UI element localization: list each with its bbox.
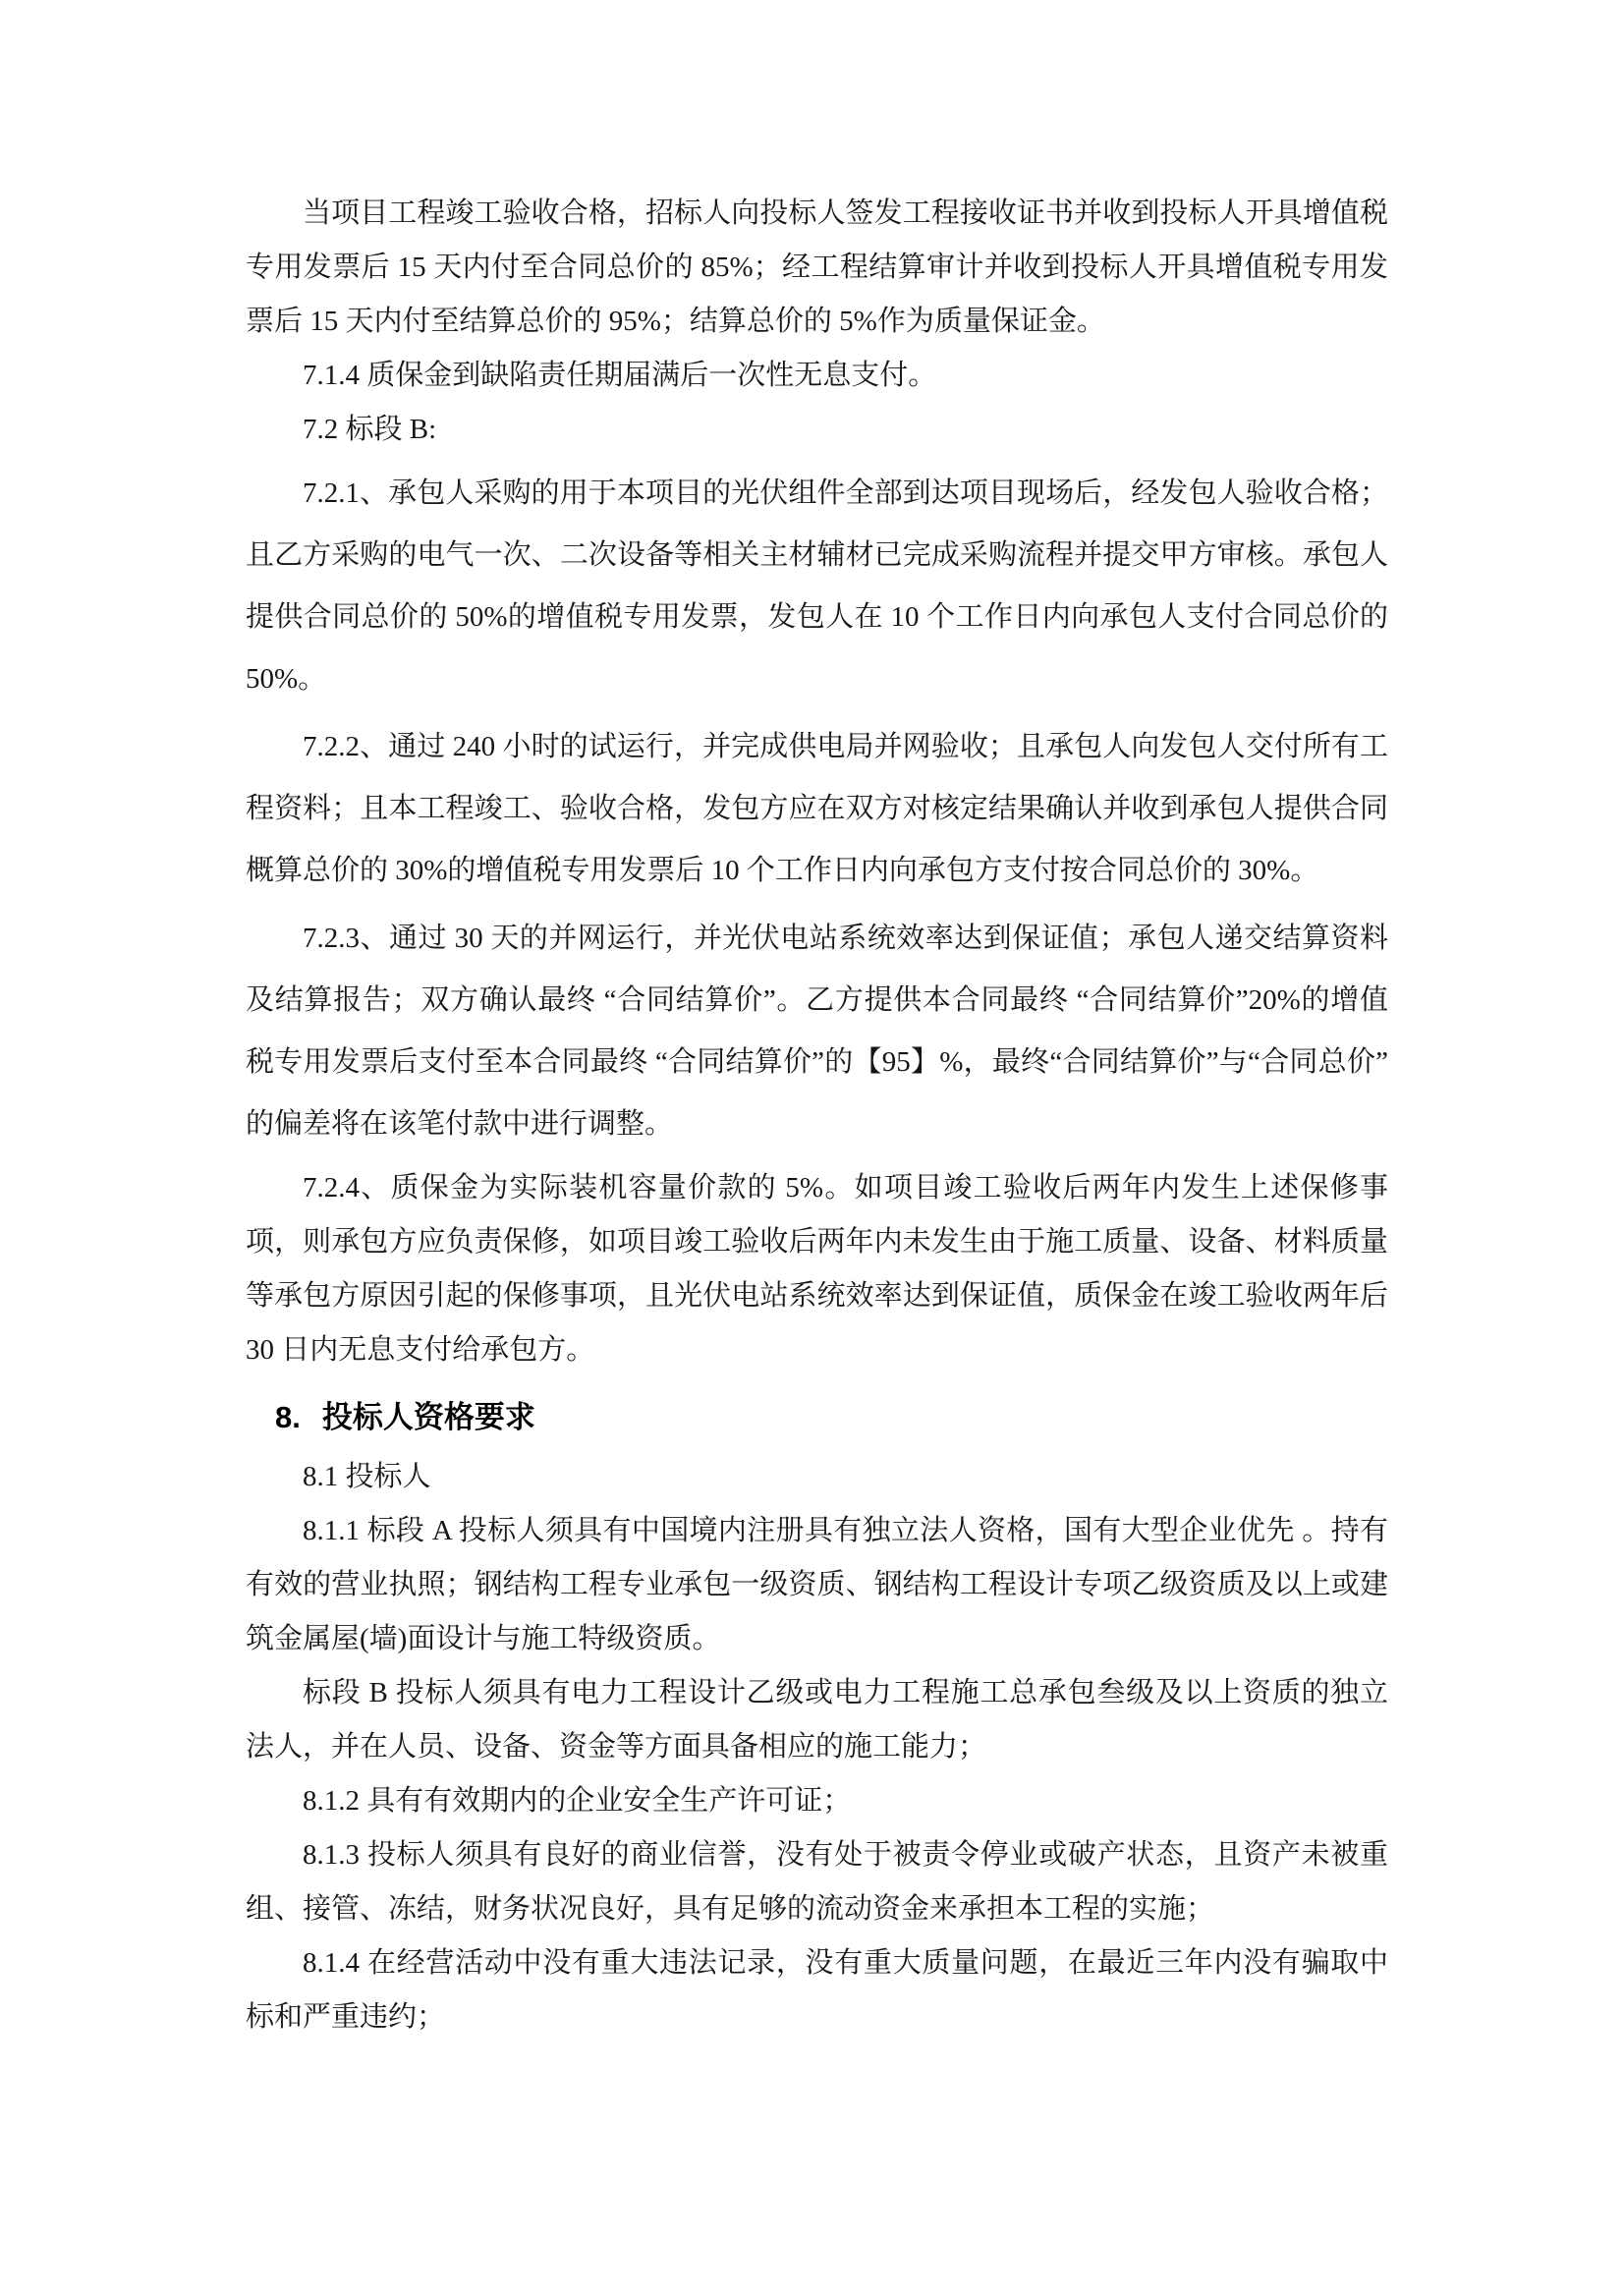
- paragraph-7-2-1: 7.2.1、承包人采购的用于本项目的光伏组件全部到达项目现场后，经发包人验收合格；且乙方采购的电气一次、二次设备等相关主材辅材已完成采购流程并提交甲方审核。承包人提供合同总价的 50%的增值税专用发票，发包人在 10 个工作日内向承包人支付合同总价的 50%。: [246, 477, 1388, 695]
- paragraph-8-1-2: 8.1.2 具有有效期内的企业安全生产许可证；: [303, 1785, 852, 1817]
- section-heading-8: [246, 1387, 1388, 1448]
- paragraph-8-1: 8.1 投标人: [303, 1461, 431, 1492]
- paragraph-8-1-3: 8.1.3 投标人须具有良好的商业信誉，没有处于被责令停业或破产状态，且资产未被重组、接管、冻结，财务状况良好，具有足够的流动资金来承担本工程的实施；: [246, 1839, 1388, 1925]
- paragraph-7-2-4: 7.2.4、质保金为实际装机容量价款的 5%。如项目竣工验收后两年内发生上述保修事项，则承包方应负责保修，如项目竣工验收后两年内未发生由于施工质量、设备、材料质量等承包方原因引起的保修事项，且光伏电站系统效率达到保证值，质保金在竣工验收两年后 30 日内无息支付给承包方。: [246, 1172, 1388, 1366]
- paragraph-section-b-requirement: 标段 B 投标人须具有电力工程设计乙级或电力工程施工总承包叁级及以上资质的独立法人，并在人员、设备、资金等方面具备相应的施工能力；: [246, 1677, 1388, 1763]
- paragraph-final-payment: 当项目工程竣工验收合格，招标人向投标人签发工程接收证书并收到投标人开具增值税专用发票后 15 天内付至合同总价的 85%；经工程结算审计并收到投标人开具增值税专用发票后 15 天内付至结算总价的 95%；结算总价的 5%作为质量保证金。: [246, 197, 1388, 337]
- paragraph-7-2-2: 7.2.2、通过 240 小时的试运行，并完成供电局并网验收；且承包人向发包人交付所有工程资料；且本工程竣工、验收合格，发包方应在双方对核定结果确认并收到承包人提供合同概算总价的 30%的增值税专用发票后 10 个工作日内向承包方支付按合同总价的 30%。: [246, 731, 1388, 886]
- section-bidder-qualification: [246, 1387, 1388, 2044]
- paragraph-7-2-3: 7.2.3、通过 30 天的并网运行，并光伏电站系统效率达到保证值；承包人递交结算资料及结算报告；双方确认最终 “合同结算价”。乙方提供本合同最终 “合同结算价”20%的增值税专用发票后支付至本合同最终 “合同结算价”的【95】%，最终“合同结算价”与“合同总价”的偏差将在该笔付款中进行调整。: [246, 923, 1388, 1140]
- paragraph-7-2: 7.2 标段 B:: [303, 414, 437, 445]
- heading-number: 8.: [275, 1400, 301, 1434]
- heading-label: 投标人资格要求: [321, 1400, 535, 1434]
- section-payment-terms: [246, 187, 1388, 1377]
- paragraph-8-1-1: 8.1.1 标段 A 投标人须具有中国境内注册具有独立法人资格，国有大型企业优先 。持有有效的营业执照；钢结构工程专业承包一级资质、钢结构工程设计专项乙级资质及以上或建筑金属屋(墙)面设计与施工特级资质。: [246, 1515, 1388, 1654]
- paragraph-8-1-4: 8.1.4 在经营活动中没有重大违法记录，没有重大质量问题，在最近三年内没有骗取中标和严重违约；: [246, 1947, 1388, 2033]
- paragraph-7-1-4: 7.1.4 质保金到缺陷责任期届满后一次性无息支付。: [303, 360, 937, 391]
